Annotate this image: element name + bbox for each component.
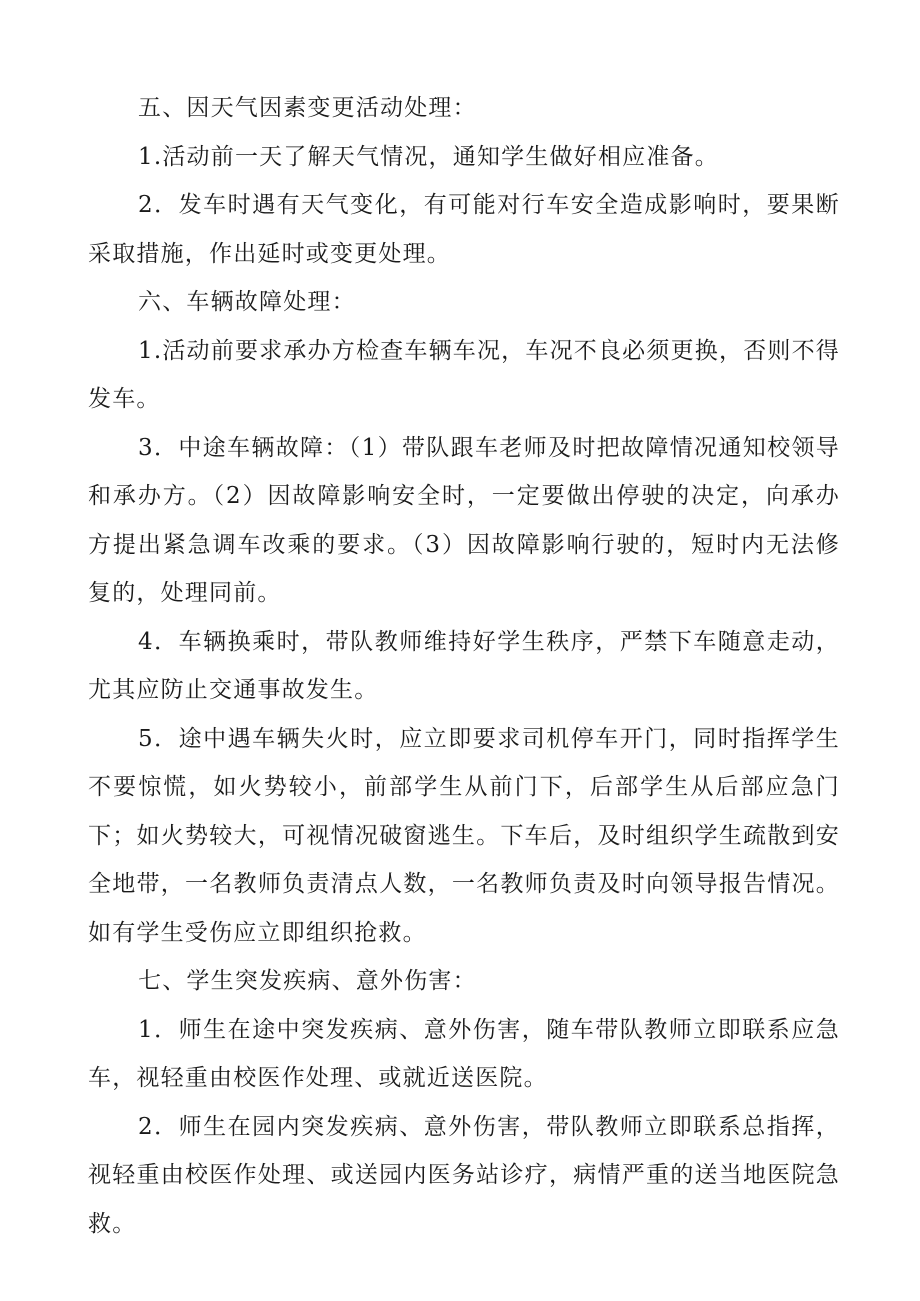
paragraph-illness-2: 2．师生在园内突发疾病、意外伤害，带队教师立即联系总指挥，视轻重由校医作处理、或送园内医务站诊疗，病情严重的送当地医院急救。 <box>88 1113 840 1237</box>
paragraph-weather-2: 2．发车时遇有天气变化，有可能对行车安全造成影响时，要果断采取措施，作出延时或变更处理。 <box>88 192 840 267</box>
document-body <box>88 84 840 1248</box>
paragraph-illness-1: 1．师生在途中突发疾病、意外伤害，随车带队教师立即联系应急车，视轻重由校医作处理、或就近送医院。 <box>88 1016 840 1091</box>
section-heading-vehicle: 六、车辆故障处理： <box>138 289 356 315</box>
paragraph-weather-1: 1.活动前一天了解天气情况，通知学生做好相应准备。 <box>138 143 719 170</box>
paragraph-vehicle-3: 3．中途车辆故障：（1）带队跟车老师及时把故障情况通知校领导和承办方。（2）因故障影响安全时，一定要做出停驶的决定，向承办方提出紧急调车改乘的要求。（3）因故障影响行驶的，短时内无法修复的，处理同前。 <box>88 434 840 606</box>
paragraph-vehicle-4: 4．车辆换乘时，带队教师维持好学生秩序，严禁下车随意走动，尤其应防止交通事故发生。 <box>88 628 840 703</box>
section-heading-illness: 七、学生突发疾病、意外伤害： <box>138 968 477 994</box>
paragraph-vehicle-5: 5．途中遇车辆失火时，应立即要求司机停车开门，同时指挥学生不要惊慌，如火势较小，前部学生从前门下，后部学生从后部应急门下；如火势较大，可视情况破窗逃生。下车后，及时组织学生疏散到安全地带，一名教师负责清点人数，一名教师负责及时向领导报告情况。如有学生受伤应立即组织抢救。 <box>88 725 840 946</box>
paragraph-vehicle-1: 1.活动前要求承办方检查车辆车况，车况不良必须更换，否则不得发车。 <box>88 337 840 412</box>
section-heading-weather: 五、因天气因素变更活动处理： <box>138 95 477 121</box>
